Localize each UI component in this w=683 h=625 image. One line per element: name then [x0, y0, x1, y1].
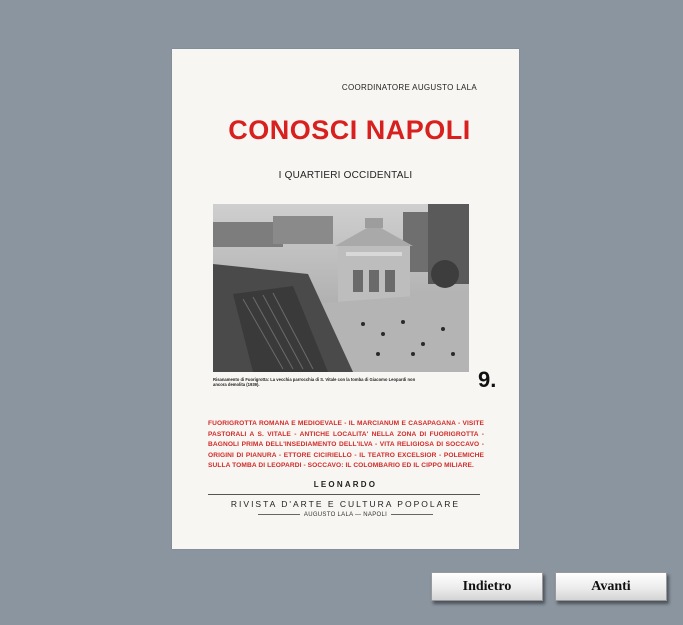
editor-location	[172, 512, 519, 518]
cover-title: CONOSCI NAPOLI	[228, 115, 471, 145]
topics-list: FUORIGROTTA ROMANA E MEDIOEVALE - IL MARCIANUM E CASAPAGANA - VISITE PASTORALI A S. VITALE - ANTICHE LOCALITA' NELLA ZONA DI FUORIGROTTA - BAGNOLI PRIMA DELL'INSEDIAMENTO DELL'ILVA - VITA RELIGIOSA DI SOCCAVO - ORIGINI DI PIANURA - ETTORE CICIRIELLO - IL TEATRO EXCELSIOR - POLEMICHE SULLA TOMBA DI LEOPARDI - SOCCAVO: IL COLOMBARIO ED IL CIPPO MILIARE.	[208, 420, 484, 469]
coordinator-credit: COORDINATORE AUGUSTO LALA	[341, 83, 477, 92]
cover-subtitle: I QUARTIERI OCCIDENTALI	[278, 170, 413, 181]
issue-number: 9.	[478, 367, 497, 392]
magazine-cover-page	[172, 49, 519, 549]
photo-caption: Risanamento di Fuorigrotta: La vecchia parrocchia di S. Vitale con la tomba di Giacomo Leopardi non ancora demolita (1939).	[213, 377, 416, 387]
next-button[interactable]: Avanti	[555, 572, 667, 601]
magazine-subtitle: RIVISTA D'ARTE E CULTURA POPOLARE	[230, 499, 461, 509]
right-dash	[391, 514, 433, 515]
back-button[interactable]: Indietro	[431, 572, 543, 601]
editor-location-text: AUGUSTO LALA — NAPOLI	[303, 512, 388, 518]
left-dash	[258, 514, 300, 515]
publisher-name: LEONARDO	[313, 480, 378, 489]
divider-line	[208, 494, 480, 495]
historic-street-photo	[213, 204, 469, 372]
cover-photo	[213, 204, 469, 372]
